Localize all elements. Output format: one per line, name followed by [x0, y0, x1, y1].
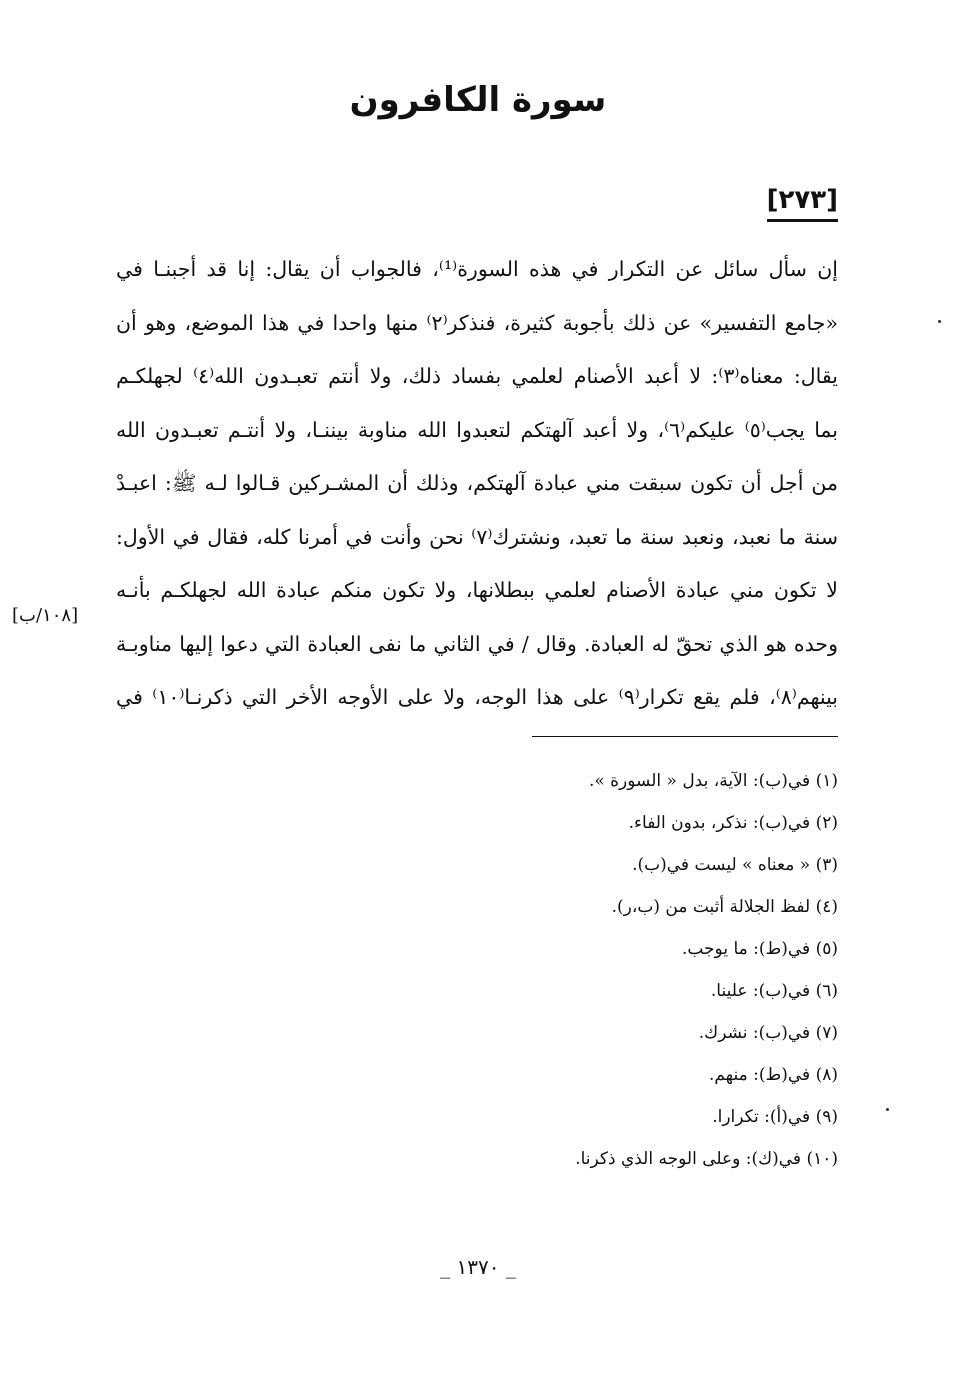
- body-line: لا تكون مني عبادة الأصنام لعلمي ببطلانها، ولا تكون منكم عبادة الله لجهلكـم بأنـه: [116, 578, 838, 602]
- footnote: (٢) في(ب): نذكر، بدون الفاء.: [628, 813, 838, 833]
- footnote: (١٠) في(ك): وعلى الوجه الذي ذكرنا.: [575, 1149, 838, 1169]
- footnote: (١) في(ب): الآية، بدل « السورة ».: [588, 771, 838, 791]
- body-line: وحده هو الذي تحقّ له العبادة. وقال / في الثاني ما نفى العبادة التي دعوا إليها مناوبـة: [116, 631, 838, 656]
- footnotes: [116, 760, 838, 1180]
- body-line: بما يجب⁽٥⁾ عليكم⁽٦⁾، ولا أعبد آلهتكم لتعبدوا الله مناوبة بيننـا، ولا أنتـم تعبـدون الله: [116, 417, 838, 442]
- page-number: _ ١٣٧٠ _: [440, 1255, 516, 1279]
- footnote: (٥) في(ط): ما يوجب.: [681, 939, 838, 959]
- footnote: (٦) في(ب): علينا.: [710, 981, 838, 1001]
- footnote-divider: [532, 736, 838, 737]
- body-line: «جامع التفسير» عن ذلك بأجوبة كثيرة، فنذكر⁽٢⁾ منها واحدا في هذا الموضع، وهو أن: [116, 310, 838, 335]
- body-line: سنة ما نعبد، ونعبد سنة ما تعبد، ونشترك⁽٧⁾ نحن وأنت في أمرنا كله، فقال في الأول:: [116, 524, 838, 549]
- body-line: بينهم⁽٨⁾، فلم يقع تكرار⁽٩⁾ على هذا الوجه، ولا على الأوجه الأخر التي ذكرنـا⁽١٠⁾ في: [116, 685, 838, 709]
- body-text: [116, 243, 838, 725]
- body-line: من أجل أن تكون سبقت مني عبادة آلهتكم، وذلك أن المشـركين قـالوا لـه ﷺ: اعبـدْ: [116, 471, 838, 495]
- footnote: (٤) لفظ الجلالة أثبت من (ب،ر).: [611, 897, 838, 917]
- footnote: (٩) في(أ): تكرارا.: [712, 1107, 838, 1127]
- manuscript-folio-marker: [١٠٨/ب]: [12, 605, 79, 626]
- surah-title: سورة الكافرون: [349, 80, 607, 120]
- footnote: (٣) « معناه » ليست في(ب).: [632, 855, 838, 875]
- body-line: إن سأل سائل عن التكرار في هذه السورة⁽¹⁾، فالجواب أن يقال: إنا قد أجبنـا في: [116, 257, 838, 281]
- footnote: (٨) في(ط): منهم.: [708, 1065, 838, 1085]
- footnote: (٧) في(ب): نشرك.: [698, 1023, 838, 1043]
- scan-speck: [886, 1108, 889, 1111]
- scan-speck: [938, 320, 941, 323]
- body-line: يقال: معناه⁽٣⁾: لا أعبد الأصنام لعلمي بفساد ذلك، ولا أنتم تعبـدون الله⁽٤⁾ لجهلكـم: [116, 364, 838, 388]
- entry-number: [٢٧٣]: [767, 185, 838, 222]
